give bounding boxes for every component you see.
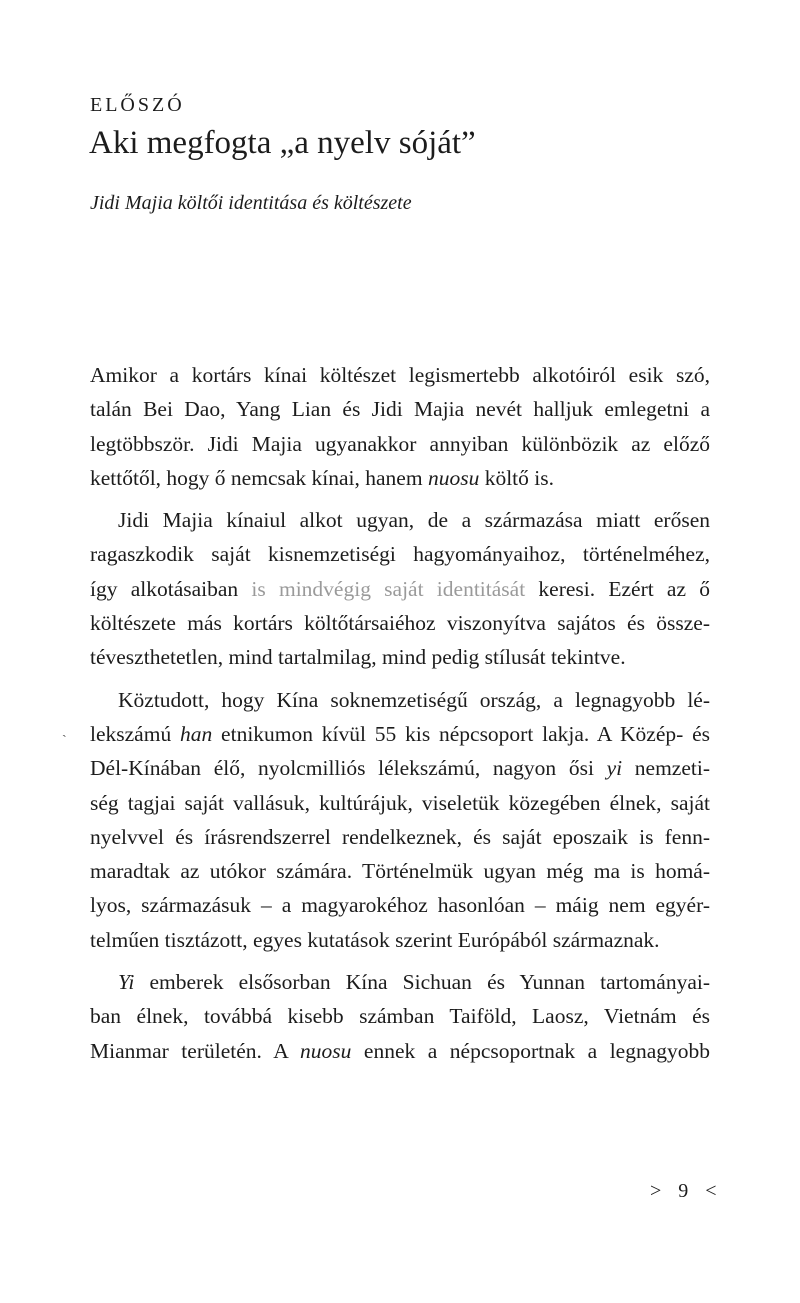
text-line: talán Bei Dao, Yang Lian és Jidi Majia nevét halljuk emlegetni a [90,397,710,422]
text-line: költészete más kortárs költőtársaiéhoz viszonyítva sajátos és össze- [90,611,710,636]
section-kicker: ELŐSZÓ [90,94,185,116]
italic-term: yi [606,756,623,781]
text-run: etnikumon kívül 55 kis népcsoport lakja. A Közép- és [212,721,710,746]
paragraph-4 [90,965,710,1068]
text-line: telműen tisztázott, egyes kutatások szerint Európából származnak. [90,927,660,952]
text-line: Amikor a kortárs kínai költészet legismertebb alkotóiról esik szó, [90,363,710,387]
italic-term: han [180,721,213,746]
text-line: lyos, származásuk – a magyarokéhoz hasonlóan – máig nem egyér- [90,893,710,918]
paragraph-3 [90,683,710,957]
chapter-subtitle: Jidi Majia költői identitása és költészete [90,192,412,214]
text-run: kettőtől, hogy ő nemcsak kínai, hanem [90,465,428,490]
body-text [90,358,710,1076]
text-line: ség tagjai saját vallásuk, kultúrájuk, viseletük közegében élnek, saját [90,790,710,815]
text-run: emberek elsősorban Kína Sichuan és Yunnan tartományai- [134,970,710,995]
margin-mark: ˎ [62,723,67,738]
text-run: lekszámú [90,721,180,746]
text-line: ban élnek, továbbá kisebb számban Taiföld, Laosz, Vietnám és [90,1004,710,1029]
text-run: Mianmar területén. A [90,1038,301,1063]
italic-term: nuosu [300,1038,352,1063]
text-line: legtöbbször. Jidi Majia ugyanakkor annyiban különbözik az előző [90,431,710,456]
text-line [90,1034,710,1068]
text-line [90,965,710,999]
text-line: nyelvvel és írásrendszerrel rendelkeznek, és saját eposzaik is fenn- [90,824,710,849]
text-line [90,572,710,606]
text-line: téveszthetetlen, mind tartalmilag, mind pedig stílusát tekintve. [90,645,626,670]
paragraph-2 [90,503,710,674]
italic-term: Yi [118,970,135,995]
paragraph-1 [90,358,710,495]
text-run: keresi. Ezért az ő [525,576,710,601]
text-run: nemzeti- [622,756,710,781]
text-run: Dél-Kínában élő, nyolcmilliós lélekszámú, nagyon ősi [90,756,607,781]
text-run: így alkotásaiban [90,576,252,601]
faded-text: is mindvégig saját identitását [251,576,526,601]
italic-term: nuosu [427,465,480,490]
text-line: ragaszkodik saját kisnemzetiségi hagyományaihoz, történelméhez, [90,542,710,567]
page-number: > 9 < [650,1180,723,1202]
text-run: költő is. [479,465,554,490]
text-run: ennek a népcsoportnak a legnagyobb [351,1038,711,1063]
text-line: Jidi Majia kínaiul alkot ugyan, de a származása miatt erősen [118,508,710,533]
text-line: maradtak az utókor számára. Történelmük ugyan még ma is homá- [90,859,710,884]
chapter-title: Aki megfogta „a nyelv sóját” [89,125,476,161]
text-line: Köztudott, hogy Kína soknemzetiségű ország, a legnagyobb lé- [118,687,710,712]
text-line [90,751,710,785]
text-line [90,717,710,751]
text-line [90,461,710,495]
